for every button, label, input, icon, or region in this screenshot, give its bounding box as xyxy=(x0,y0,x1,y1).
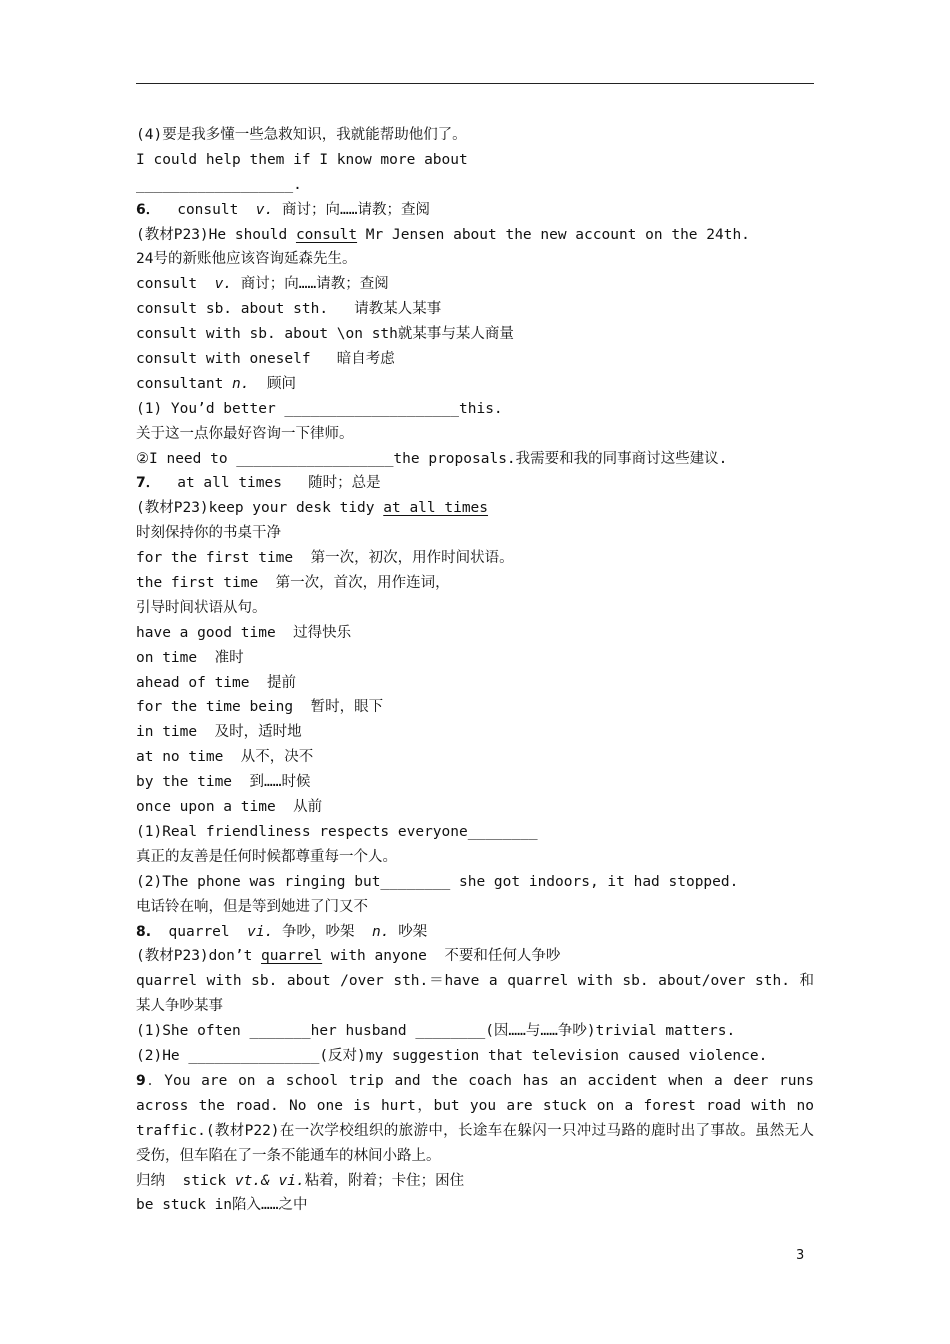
text-line: consultant n. 顾问 xyxy=(136,375,296,392)
textbook-example: (教材P23)don’t quarrel with anyone 不要和任何人争吵 xyxy=(136,948,561,965)
exercise-line: (2)He _______________(反对)my suggestion that television caused violence. xyxy=(136,1047,768,1064)
text-line: the first time 第一次，首次，用作连词， xyxy=(136,575,450,592)
header-rule xyxy=(136,83,814,84)
text-line: on time 准时 xyxy=(136,649,244,666)
text-line: (4)要是我多懂一些急救知识，我就能帮助他们了。 xyxy=(136,127,467,143)
section-number: 8. xyxy=(136,923,152,940)
text-line: 归纳 stick vt.& vi.粘着，附着；卡住；困住 xyxy=(136,1172,465,1189)
document-body xyxy=(136,123,814,1218)
textbook-example: (教材P23)keep your desk tidy at all times xyxy=(136,500,489,517)
text-line: have a good time 过得快乐 xyxy=(136,624,352,641)
textbook-example: (教材P23)He should consult Mr Jensen about the new account on the 24th. xyxy=(136,226,750,243)
exercise-line: (1) You’d better ____________________this. xyxy=(136,400,503,417)
exercise-line: (2)The phone was ringing but________ she got indoors, it had stopped. xyxy=(136,873,739,890)
text-line: consult sb. about sth. 请教某人某事 xyxy=(136,301,442,318)
section-6-heading: 6． consult v. 商讨；向……请教；查阅 xyxy=(136,201,430,218)
exercise-line: (1)She often _______her husband ________(因……与……争吵)trivial matters. xyxy=(136,1023,736,1040)
text-line: be stuck in陷入……之中 xyxy=(136,1197,308,1214)
text-line: 24号的新账他应该咨询延森先生。 xyxy=(136,251,357,268)
page-number: 3 xyxy=(796,1248,805,1263)
text-line: 关于这一点你最好咨询一下律师。 xyxy=(136,425,354,442)
exercise-line: ②I need to __________________the proposals.我需要和我的同事商讨这些建议. xyxy=(136,450,728,467)
text-line: 电话铃在响，但是等到她进了门又不 xyxy=(136,898,368,915)
answer-blank: __________________. xyxy=(136,176,302,193)
text-line: in time 及时，适时地 xyxy=(136,724,302,741)
text-paragraph: quarrel with sb. about /over sth.＝have a quarrel with sb. about/over sth. 和某人争吵某事 xyxy=(136,973,814,1015)
text-line: 引导时间状语从句。 xyxy=(136,599,267,616)
text-line: for the first time 第一次，初次，用作时间状语。 xyxy=(136,550,514,567)
text-line: consult v. 商讨；向……请教；查阅 xyxy=(136,276,389,293)
section-8-heading: 8. quarrel vi. 争吵，吵架 n. 吵架 xyxy=(136,923,428,940)
text-line: I could help them if I know more about xyxy=(136,151,468,168)
exercise-line: (1)Real friendliness respects everyone________ xyxy=(136,823,538,840)
text-line: 真正的友善是任何时候都尊重每一个人。 xyxy=(136,848,397,865)
section-number: 7． xyxy=(136,475,160,492)
section-number: 9 xyxy=(136,1072,146,1089)
text-line: ahead of time 提前 xyxy=(136,674,296,691)
text-line: consult with sb. about \on sth就某事与某人商量 xyxy=(136,326,514,343)
text-line: at no time 从不，决不 xyxy=(136,749,314,766)
text-line: once upon a time 从前 xyxy=(136,799,323,816)
text-line: consult with oneself 暗自考虑 xyxy=(136,351,395,368)
text-line: for the time being 暂时，眼下 xyxy=(136,699,384,716)
section-9-paragraph: 9．You are on a school trip and the coach has an accident when a deer runs across the road. No one is hurt，but you are stuck on a forest road with no traffic.(教材P22)在一次学校组织的旅游中，长途车在躲闪一只冲过马路的鹿时出了事故。虽然无人受伤，但车陷在了一条不能通车的林间小路上。 xyxy=(136,1072,814,1164)
text-line: by the time 到……时候 xyxy=(136,774,311,791)
section-number: 6． xyxy=(136,201,160,218)
section-7-heading: 7． at all times 随时；总是 xyxy=(136,475,381,492)
text-line: 时刻保持你的书桌干净 xyxy=(136,525,281,542)
